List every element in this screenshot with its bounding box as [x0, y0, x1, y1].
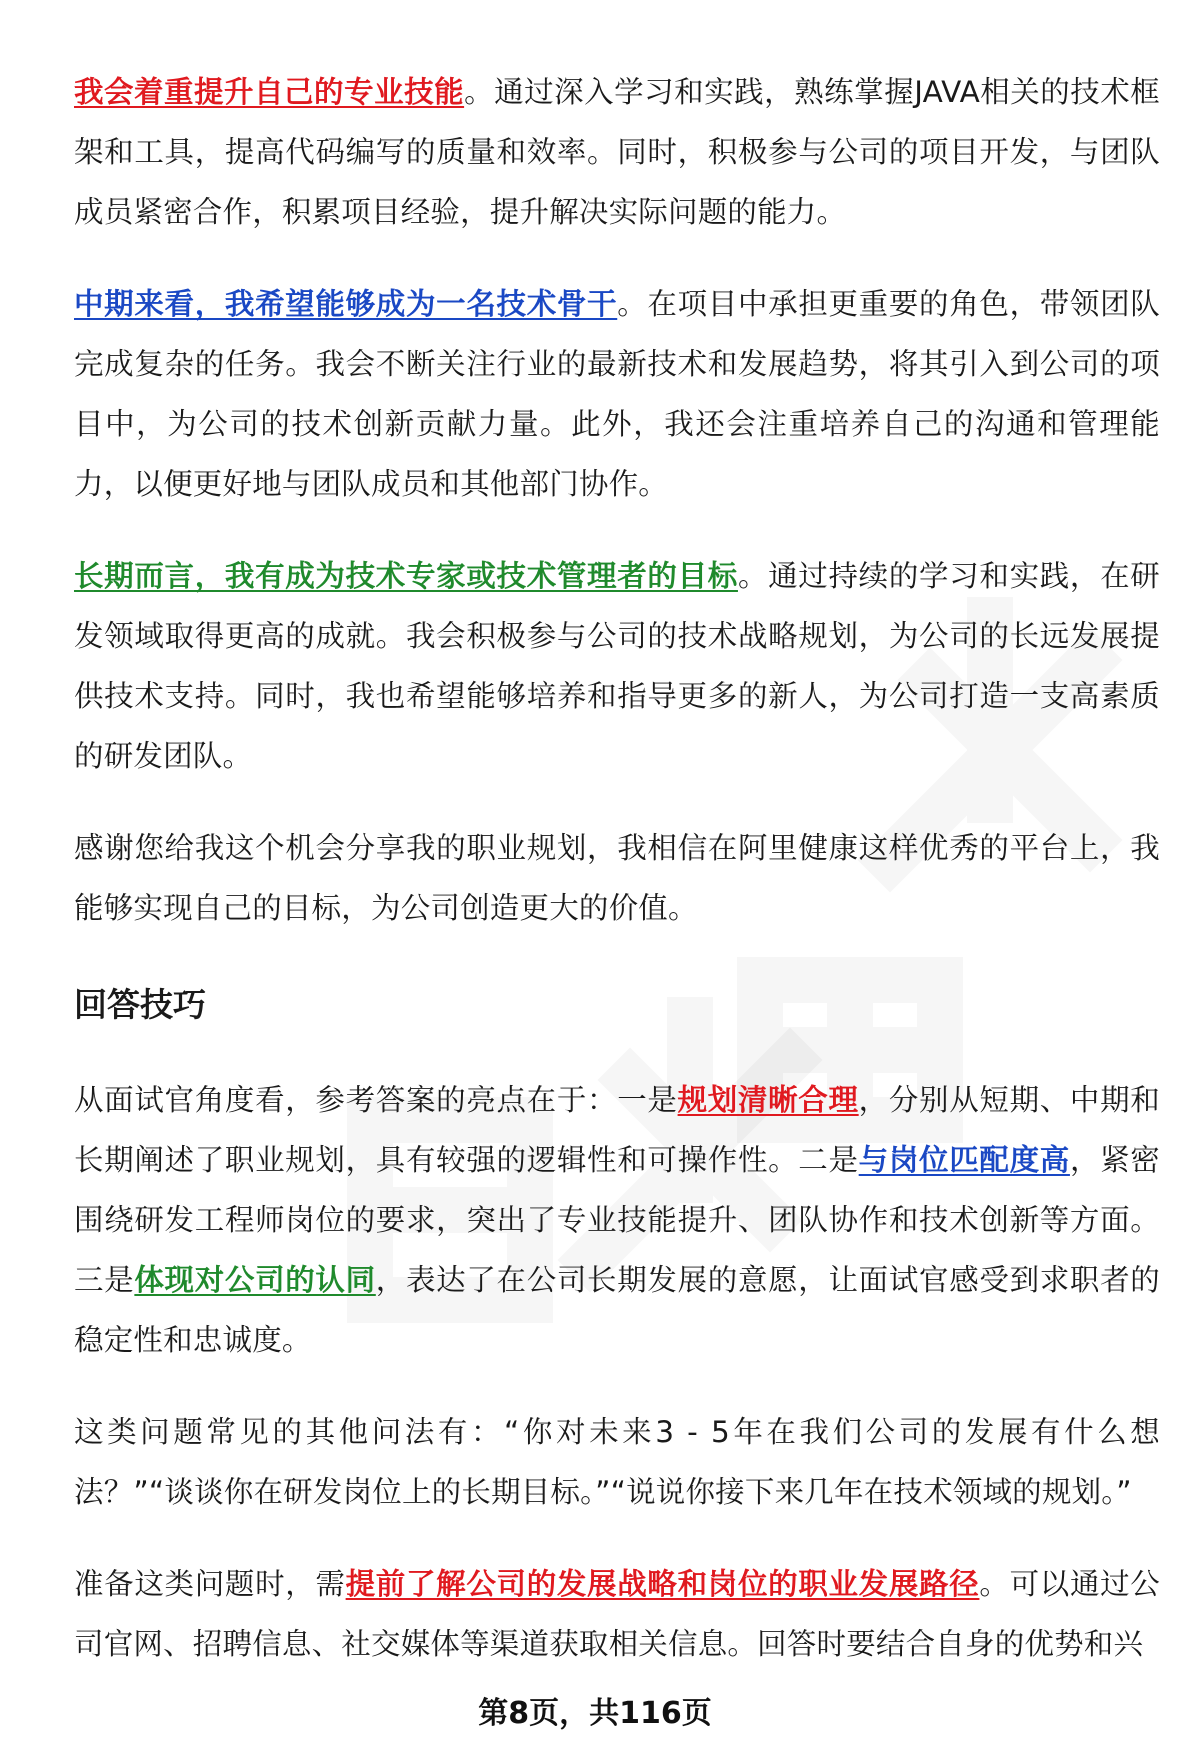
- paragraph-text: ，表达了在公司长期发展的意愿，让面试官感受到求职者的稳定性和忠诚度。: [74, 1263, 1160, 1357]
- paragraph-long-term: [74, 546, 1160, 786]
- paragraph-text: ，紧密围绕研发工程师岗位的要求，突出了专业技能提升、团队协作和技术创新等方面。三是: [74, 1143, 1160, 1297]
- paragraph-text: 。在项目中承担更重要的角色，带领团队完成复杂的任务。我会不断关注行业的最新技术和发展趋势，将其引入到公司的项目中，为公司的技术创新贡献力量。此外，我还会注重培养自己的沟通和管理能力，以便更好地与团队成员和其他部门协作。: [74, 287, 1160, 501]
- paragraph-short-term: [74, 62, 1160, 242]
- paragraph-tips: [74, 1070, 1160, 1370]
- paragraph-thanks: 感谢您给我这个机会分享我的职业规划，我相信在阿里健康这样优秀的平台上，我能够实现自己的目标，为公司创造更大的价值。: [74, 831, 1160, 925]
- document-body: [74, 62, 1160, 1706]
- highlight-company-identity: 体现对公司的认同: [134, 1263, 376, 1297]
- paragraph-text: 准备这类问题时，需: [74, 1567, 346, 1601]
- highlight-mid-term: 中期来看，我希望能够成为一名技术骨干: [74, 287, 618, 321]
- highlight-preparation: 提前了解公司的发展战略和岗位的职业发展路径: [345, 1567, 980, 1601]
- paragraph-mid-term: [74, 274, 1160, 514]
- highlight-clear-plan: 规划清晰合理: [677, 1083, 859, 1117]
- page-number-footer: 第8页，共116页: [478, 1696, 712, 1731]
- paragraph-text: 从面试官角度看，参考答案的亮点在于：一是: [74, 1083, 678, 1117]
- highlight-job-match: 与岗位匹配度高: [858, 1143, 1070, 1177]
- paragraph-text: ，分别从短期、中期和长期阐述了职业规划，具有较强的逻辑性和可操作性。二是: [74, 1083, 1160, 1177]
- highlight-short-term: 我会着重提升自己的专业技能: [74, 75, 465, 109]
- paragraph-preparation: [74, 1554, 1160, 1674]
- section-heading: 回答技巧: [74, 985, 206, 1024]
- paragraph-text: 。通过深入学习和实践，熟练掌握JAVA相关的技术框架和工具，提高代码编写的质量和效率。同时，积极参与公司的项目开发，与团队成员紧密合作，积累项目经验，提升解决实际问题的能力。: [74, 75, 1160, 229]
- highlight-long-term: 长期而言，我有成为技术专家或技术管理者的目标: [74, 559, 738, 593]
- paragraph-similar-questions: 这类问题常见的其他问法有：“你对未来3 - 5年在我们公司的发展有什么想法？”“谈谈你在研发岗位上的长期目标。”“说说你接下来几年在技术领域的规划。”: [74, 1415, 1160, 1509]
- paragraph-text: 。可以通过公司官网、招聘信息、社交媒体等渠道获取相关信息。回答时要结合自身的优势和兴: [74, 1567, 1161, 1661]
- paragraph-text: 。通过持续的学习和实践，在研发领域取得更高的成就。我会积极参与公司的技术战略规划，为公司的长远发展提供技术支持。同时，我也希望能够培养和指导更多的新人，为公司打造一支高素质的研发团队。: [74, 559, 1160, 773]
